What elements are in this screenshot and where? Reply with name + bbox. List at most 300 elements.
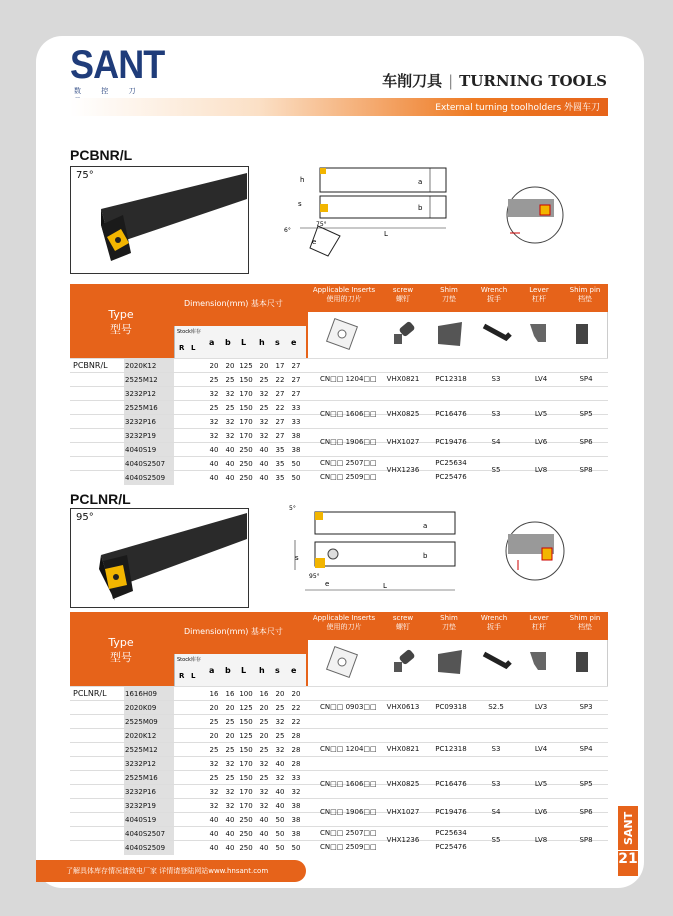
row-code: 2020K12 [124, 729, 174, 743]
row-code: 2020K12 [124, 359, 174, 373]
row-code: 2020K09 [124, 701, 174, 715]
row-L: 150 [239, 404, 253, 412]
group-shim-value: PC12318 [435, 745, 467, 753]
row-L: 250 [239, 446, 253, 454]
row-s: 40 [275, 802, 285, 810]
group-shim [428, 770, 474, 798]
group-insert-value: CN□□ 1906□□ [320, 438, 377, 446]
dim-e-label: e [312, 238, 317, 246]
group-shim [428, 358, 474, 400]
row-b: 25 [225, 404, 235, 412]
row-s: 22 [275, 404, 285, 412]
section2-table [70, 612, 608, 852]
row-h: 32 [259, 802, 269, 810]
page-title: 车削刀具 | TURNING TOOLS [382, 72, 607, 90]
row-b: 40 [225, 446, 235, 454]
row-L: 170 [239, 432, 253, 440]
group-lever-value: LV4 [534, 375, 548, 383]
dim-b-label: b [418, 204, 423, 212]
table2-inserts-header: Applicable Inserts 使用的刀片 [312, 614, 376, 631]
row-e: 33 [291, 404, 301, 412]
section1-angle: 75° [76, 170, 94, 181]
row-code: 3232P12 [124, 387, 174, 401]
row-family: PCLNR/L [73, 689, 107, 698]
group-insert-line: CN□□ 2507□□ [320, 459, 377, 467]
group-insert [310, 826, 378, 854]
group-screw-value: VHX1027 [386, 808, 420, 816]
row-e: 50 [291, 844, 301, 852]
row-e: 38 [291, 432, 301, 440]
row-b: 40 [225, 460, 235, 468]
row-code: 3232P19 [124, 799, 174, 813]
group-shim [428, 400, 474, 428]
row-s: 32 [275, 774, 285, 782]
row-h: 25 [259, 404, 269, 412]
group-screw [378, 456, 428, 484]
group-pin [564, 686, 608, 728]
row-b: 32 [225, 788, 235, 796]
title-en: TURNING TOOLS [459, 72, 607, 90]
group-shim-line: PC25634 [435, 459, 467, 467]
page-number: 21 [618, 851, 638, 867]
dim2-b-label: b [423, 552, 428, 560]
row-b: 40 [225, 816, 235, 824]
group-insert [310, 798, 378, 826]
group-screw [378, 686, 428, 728]
row-code: 3232P16 [124, 785, 174, 799]
row-code: 4040S2507 [124, 827, 174, 841]
row-a: 20 [209, 704, 219, 712]
dim2-angle5: 5° [289, 505, 296, 512]
row-code: 4040S2509 [124, 471, 174, 485]
row-e: 38 [291, 446, 301, 454]
row-L: 170 [239, 390, 253, 398]
group-wrench-value: S5 [491, 836, 501, 844]
row-e: 28 [291, 760, 301, 768]
row-s: 32 [275, 746, 285, 754]
row-a: 40 [209, 474, 219, 482]
row-e: 32 [291, 788, 301, 796]
group-lever-value: LV8 [534, 836, 548, 844]
row-s: 27 [275, 390, 285, 398]
group-screw [378, 798, 428, 826]
row-h: 25 [259, 718, 269, 726]
row-s: 22 [275, 376, 285, 384]
group-screw [378, 826, 428, 854]
group-shim [428, 686, 474, 728]
group-lever [518, 798, 564, 826]
row-h: 20 [259, 362, 269, 370]
logo-subtitle: 数 控 刀 [74, 87, 145, 95]
group-pin [564, 770, 608, 798]
table2-shimpin-header: Shim pin 档垫 [569, 614, 601, 631]
row-code: 2525M12 [124, 743, 174, 757]
row-code: 2525M09 [124, 715, 174, 729]
row-a: 40 [209, 816, 219, 824]
table2-part-icons [308, 640, 608, 686]
section1-detail-drawing [500, 185, 570, 245]
group-insert [310, 400, 378, 428]
footer-bar: 了解具体库存情况请致电厂家 详情请登陆网站www.hnsant.com [36, 860, 306, 882]
group-shim [428, 456, 474, 484]
group-pin-value: SP6 [579, 808, 593, 816]
group-lever-value: LV6 [534, 808, 548, 816]
row-L: 250 [239, 460, 253, 468]
row-b: 32 [225, 432, 235, 440]
row-s: 50 [275, 830, 285, 838]
group-insert [310, 686, 378, 728]
group-pin-value: SP6 [579, 438, 593, 446]
group-insert-value: CN□□ 1204□□ [320, 375, 377, 383]
group-shim-value: PC16476 [435, 780, 467, 788]
group-wrench [474, 358, 518, 400]
group-screw-value: VHX0821 [386, 375, 420, 383]
page-brand: SANT [621, 811, 635, 845]
group-wrench-value: S3 [491, 375, 501, 383]
row-b: 32 [225, 802, 235, 810]
group-wrench [474, 428, 518, 456]
row-code: 4040S19 [124, 443, 174, 457]
row-a: 25 [209, 774, 219, 782]
group-wrench [474, 400, 518, 428]
group-screw [378, 428, 428, 456]
group-lever [518, 358, 564, 400]
row-code: 3232P12 [124, 757, 174, 771]
row-b: 25 [225, 746, 235, 754]
group-wrench-value: S4 [491, 808, 501, 816]
row-h: 40 [259, 830, 269, 838]
group-wrench [474, 798, 518, 826]
row-a: 32 [209, 760, 219, 768]
row-L: 170 [239, 802, 253, 810]
row-code: 2525M16 [124, 771, 174, 785]
group-shim-value: PC12318 [435, 375, 467, 383]
row-h: 25 [259, 746, 269, 754]
row-e: 22 [291, 704, 301, 712]
row-L: 100 [239, 690, 253, 698]
row-a: 32 [209, 418, 219, 426]
group-pin [564, 728, 608, 770]
row-h: 40 [259, 816, 269, 824]
group-insert-value: CN□□ 1204□□ [320, 745, 377, 753]
table2-shim-header: Shim 刀垫 [440, 614, 458, 631]
group-shim-line: PC25634 [435, 829, 467, 837]
group-pin [564, 358, 608, 400]
dim-angle75: 75° [316, 221, 327, 228]
group-lever-value: LV3 [534, 703, 548, 711]
section1-title: PCBNR/L [70, 147, 133, 163]
group-lever [518, 686, 564, 728]
table2-wrench-header: Wrench 扳手 [480, 614, 508, 631]
row-b: 25 [225, 376, 235, 384]
row-s: 25 [275, 732, 285, 740]
row-e: 20 [291, 690, 301, 698]
row-s: 35 [275, 474, 285, 482]
row-L: 170 [239, 788, 253, 796]
group-shim-value: PC09318 [435, 703, 467, 711]
group-insert [310, 770, 378, 798]
row-s: 35 [275, 446, 285, 454]
row-e: 27 [291, 376, 301, 384]
group-shim-line: PC25476 [435, 473, 467, 481]
row-s: 20 [275, 690, 285, 698]
group-shim-value: PC16476 [435, 410, 467, 418]
group-wrench [474, 456, 518, 484]
table1-dim-subheader: Stock库存 R L a b L h s e [174, 326, 306, 358]
row-e: 28 [291, 746, 301, 754]
row-L: 150 [239, 718, 253, 726]
row-L: 250 [239, 830, 253, 838]
section2-angle: 95° [76, 512, 94, 523]
row-a: 16 [209, 690, 219, 698]
group-shim [428, 728, 474, 770]
table1-body [70, 358, 608, 484]
group-screw-value: VHX1236 [386, 836, 420, 844]
row-h: 40 [259, 446, 269, 454]
row-e: 38 [291, 830, 301, 838]
group-pin [564, 826, 608, 854]
group-insert-value: CN□□ 1606□□ [320, 410, 377, 418]
table1-shimpin-header: Shim pin 档垫 [569, 286, 601, 303]
group-wrench-value: S3 [491, 780, 501, 788]
row-family: PCBNR/L [73, 361, 108, 370]
row-L: 150 [239, 746, 253, 754]
group-pin-value: SP8 [579, 836, 593, 844]
row-h: 20 [259, 704, 269, 712]
row-code: 3232P19 [124, 429, 174, 443]
group-insert-line: CN□□ 2509□□ [320, 843, 377, 851]
table2-type-header: Type 型号 [70, 612, 172, 686]
group-screw-value: VHX0825 [386, 780, 420, 788]
row-b: 32 [225, 418, 235, 426]
row-s: 25 [275, 704, 285, 712]
logo-text: SANT [70, 43, 165, 87]
row-a: 20 [209, 732, 219, 740]
table1-type-header: Type 型号 [70, 284, 172, 358]
row-a: 25 [209, 376, 219, 384]
group-insert-value: CN□□ 1906□□ [320, 808, 377, 816]
group-pin-value: SP5 [579, 780, 593, 788]
group-wrench [474, 686, 518, 728]
group-shim [428, 428, 474, 456]
table2-dim-subheader: Stock库存 R L a b L h s e [174, 654, 306, 686]
table1-dim-header: Dimension(mm) 基本尺寸 [184, 299, 283, 308]
group-lever [518, 456, 564, 484]
row-h: 25 [259, 376, 269, 384]
table1-wrench-header: Wrench 扳手 [480, 286, 508, 303]
banner-text: External turning toolholders 外圆车刀 [435, 103, 600, 113]
row-h: 32 [259, 390, 269, 398]
row-L: 170 [239, 760, 253, 768]
row-b: 40 [225, 474, 235, 482]
group-insert-value: CN□□ 0903□□ [320, 703, 377, 711]
group-wrench-value: S3 [491, 745, 501, 753]
table2-lever-header: Lever 杠杆 [529, 614, 549, 631]
group-shim [428, 798, 474, 826]
section2-detail-drawing [500, 520, 570, 582]
section1-product-photo [70, 166, 249, 274]
group-wrench [474, 826, 518, 854]
row-s: 27 [275, 418, 285, 426]
section1-table [70, 284, 608, 484]
row-code: 2525M12 [124, 373, 174, 387]
group-lever [518, 428, 564, 456]
dim-s-label: s [298, 200, 302, 208]
row-b: 20 [225, 362, 235, 370]
row-L: 125 [239, 704, 253, 712]
table1-screw-header: screw 螺钉 [392, 286, 414, 303]
dim-angle6: 6° [284, 227, 291, 234]
row-h: 25 [259, 774, 269, 782]
dim2-L-label: L [383, 582, 387, 590]
row-code: 4040S2507 [124, 457, 174, 471]
row-L: 250 [239, 844, 253, 852]
row-h: 32 [259, 788, 269, 796]
row-L: 125 [239, 362, 253, 370]
section2-drawing [285, 500, 465, 600]
row-s: 40 [275, 788, 285, 796]
row-h: 20 [259, 732, 269, 740]
row-a: 32 [209, 802, 219, 810]
group-pin [564, 798, 608, 826]
row-e: 33 [291, 418, 301, 426]
group-lever [518, 400, 564, 428]
row-a: 40 [209, 460, 219, 468]
group-lever-value: LV5 [534, 780, 548, 788]
row-code: 1616H09 [124, 687, 174, 701]
row-e: 27 [291, 362, 301, 370]
row-e: 22 [291, 718, 301, 726]
group-pin-value: SP3 [579, 703, 593, 711]
group-screw [378, 770, 428, 798]
group-screw-value: VHX1027 [386, 438, 420, 446]
row-code: 2525M16 [124, 401, 174, 415]
table1-inserts-header: Applicable Inserts 使用的刀片 [312, 286, 376, 303]
group-wrench-value: S3 [491, 410, 501, 418]
brand-logo [70, 43, 165, 96]
group-lever [518, 770, 564, 798]
table1-shim-header: Shim 刀垫 [440, 286, 458, 303]
row-b: 32 [225, 390, 235, 398]
row-a: 25 [209, 718, 219, 726]
row-s: 32 [275, 718, 285, 726]
group-screw-value: VHX1236 [386, 466, 420, 474]
row-b: 32 [225, 760, 235, 768]
row-s: 35 [275, 460, 285, 468]
row-e: 50 [291, 474, 301, 482]
group-lever-value: LV6 [534, 438, 548, 446]
page-tab [618, 806, 638, 876]
row-b: 25 [225, 718, 235, 726]
group-lever-value: LV5 [534, 410, 548, 418]
row-s: 50 [275, 816, 285, 824]
row-a: 25 [209, 404, 219, 412]
group-pin-value: SP8 [579, 466, 593, 474]
section1-drawing [280, 160, 460, 260]
group-insert [310, 728, 378, 770]
group-screw-value: VHX0613 [386, 703, 420, 711]
row-s: 27 [275, 432, 285, 440]
table2-dim-header: Dimension(mm) 基本尺寸 [184, 627, 283, 636]
group-wrench-value: S5 [491, 466, 501, 474]
row-a: 25 [209, 746, 219, 754]
title-cn: 车削刀具 [382, 72, 443, 90]
group-screw-value: VHX0825 [386, 410, 420, 418]
table1-lever-header: Lever 杠杆 [529, 286, 549, 303]
row-b: 16 [225, 690, 235, 698]
row-s: 40 [275, 760, 285, 768]
group-wrench-value: S4 [491, 438, 501, 446]
row-a: 32 [209, 788, 219, 796]
row-h: 32 [259, 432, 269, 440]
row-e: 28 [291, 732, 301, 740]
row-L: 150 [239, 376, 253, 384]
row-a: 32 [209, 390, 219, 398]
row-h: 32 [259, 418, 269, 426]
group-shim-line: PC25476 [435, 843, 467, 851]
row-L: 250 [239, 816, 253, 824]
table2-body [70, 686, 608, 852]
dim2-angle95: 95° [309, 573, 320, 580]
dim2-a-label: a [423, 522, 428, 530]
row-b: 25 [225, 774, 235, 782]
toolholder-image [71, 167, 249, 274]
group-pin-value: SP5 [579, 410, 593, 418]
row-a: 40 [209, 844, 219, 852]
toolholder2-image [71, 509, 249, 608]
row-L: 150 [239, 774, 253, 782]
row-h: 40 [259, 844, 269, 852]
group-insert-line: CN□□ 2509□□ [320, 473, 377, 481]
group-screw [378, 358, 428, 400]
row-e: 33 [291, 774, 301, 782]
group-lever-value: LV4 [534, 745, 548, 753]
group-screw [378, 400, 428, 428]
dim2-s-label: s [295, 554, 299, 562]
dim2-e-label: e [325, 580, 330, 588]
section-banner [70, 98, 608, 116]
dim-a-label: a [418, 178, 423, 186]
group-pin-value: SP4 [579, 375, 593, 383]
row-b: 20 [225, 732, 235, 740]
row-a: 40 [209, 446, 219, 454]
row-b: 40 [225, 830, 235, 838]
row-b: 40 [225, 844, 235, 852]
row-a: 40 [209, 830, 219, 838]
row-L: 250 [239, 474, 253, 482]
row-h: 40 [259, 460, 269, 468]
group-pin [564, 428, 608, 456]
row-a: 32 [209, 432, 219, 440]
table2-screw-header: screw 螺钉 [392, 614, 414, 631]
row-e: 27 [291, 390, 301, 398]
group-wrench-value: S2.5 [488, 703, 504, 711]
row-code: 3232P16 [124, 415, 174, 429]
row-s: 50 [275, 844, 285, 852]
row-h: 32 [259, 760, 269, 768]
row-e: 38 [291, 802, 301, 810]
row-b: 20 [225, 704, 235, 712]
section2-title: PCLNR/L [70, 491, 131, 507]
group-insert [310, 428, 378, 456]
group-shim [428, 826, 474, 854]
group-lever [518, 826, 564, 854]
group-insert [310, 358, 378, 400]
group-screw [378, 728, 428, 770]
table1-part-icons [308, 312, 608, 358]
group-lever [518, 728, 564, 770]
group-insert-line: CN□□ 2507□□ [320, 829, 377, 837]
